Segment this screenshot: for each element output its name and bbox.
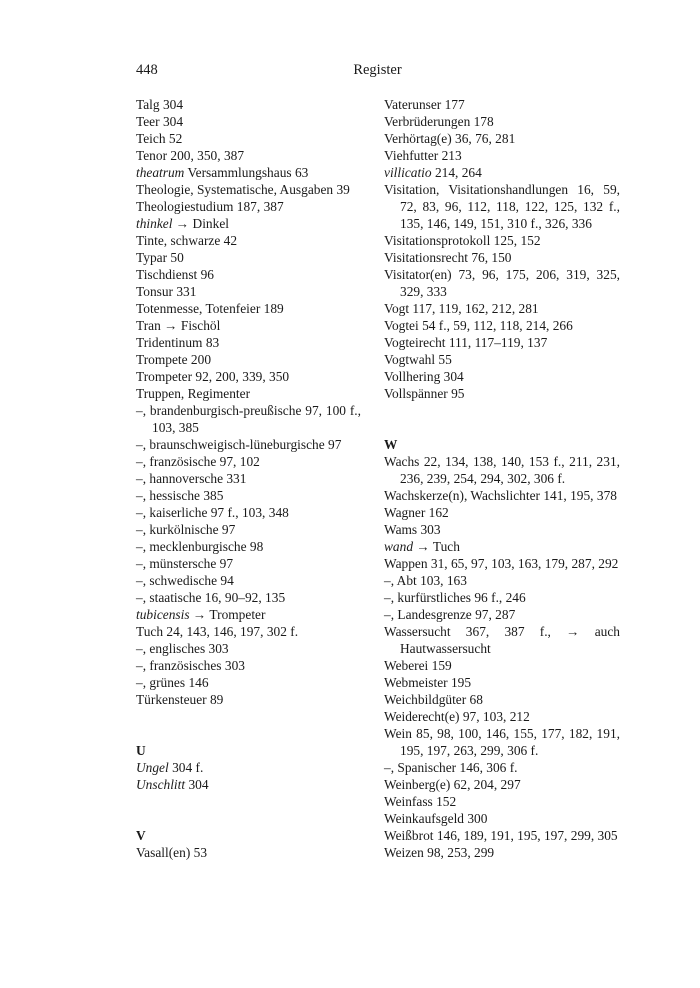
index-entry: –, französische 97, 102 bbox=[136, 454, 260, 469]
index-entry: Vollhering 304 bbox=[384, 369, 464, 384]
index-column-right bbox=[384, 96, 620, 861]
index-entry: Theologie, Systematische, Ausgaben 39 bbox=[136, 182, 350, 197]
index-term-italic: thinkel bbox=[136, 216, 173, 231]
index-entry: Tuch 24, 143, 146, 197, 302 f. bbox=[136, 624, 299, 639]
section-letter-v: V bbox=[136, 828, 146, 843]
index-entry: –, grünes 146 bbox=[136, 675, 209, 690]
index-entry: Vogteirecht 111, 117–119, 137 bbox=[384, 335, 548, 350]
index-entry: –, mecklenburgische 98 bbox=[136, 539, 264, 554]
index-entry: Truppen, Regimenter bbox=[136, 386, 251, 401]
index-entry: Weinberg(e) 62, 204, 297 bbox=[384, 777, 521, 792]
index-entry: –, kaiserliche 97 f., 103, 348 bbox=[136, 505, 289, 520]
index-entry: Teer 304 bbox=[136, 114, 184, 129]
index-entry: Tenor 200, 350, 387 bbox=[136, 148, 245, 163]
index-term-italic: tubicensis bbox=[136, 607, 190, 622]
index-entry: Wachs 22, 134, 138, 140, 153 f., 211, 231, 236, 239, 254, 294, 302, 306 f. bbox=[384, 454, 620, 486]
index-entry: Tinte, schwarze 42 bbox=[136, 233, 238, 248]
index-entry: Visitationsrecht 76, 150 bbox=[384, 250, 512, 265]
index-list-t bbox=[136, 96, 361, 708]
index-entry: Vogtwahl 55 bbox=[384, 352, 452, 367]
index-list-v-cont bbox=[384, 96, 620, 402]
index-entry: –, schwedische 94 bbox=[136, 573, 234, 588]
index-entry: Visitation, Visitationshandlungen 16, 59, 72, 83, 96, 112, 118, 122, 125, 132 f., 135, 146, 149, 151, 310 f., 326, 336 bbox=[384, 182, 620, 231]
index-entry: Tonsur 331 bbox=[136, 284, 197, 299]
index-entry: –, münstersche 97 bbox=[136, 556, 234, 571]
index-entry: tubicensis → Trompeter bbox=[136, 607, 266, 622]
index-entry: Vollspänner 95 bbox=[384, 386, 465, 401]
page-header bbox=[136, 62, 619, 80]
index-entry: Verhörtag(e) 36, 76, 281 bbox=[384, 131, 516, 146]
index-entry: –, kurkölnische 97 bbox=[136, 522, 236, 537]
index-entry: Vogt 117, 119, 162, 212, 281 bbox=[384, 301, 539, 316]
index-entry: Tischdienst 96 bbox=[136, 267, 215, 282]
index-entry: Weißbrot 146, 189, 191, 195, 197, 299, 305 bbox=[384, 828, 618, 843]
index-entry: Trompete 200 bbox=[136, 352, 212, 367]
page-number: 448 bbox=[136, 62, 158, 78]
index-entry: Wams 303 bbox=[384, 522, 441, 537]
index-entry: Theologiestudium 187, 387 bbox=[136, 199, 284, 214]
index-entry: Verbrüderungen 178 bbox=[384, 114, 494, 129]
index-entry: Unschlitt 304 bbox=[136, 777, 209, 792]
index-entry: –, Spanischer 146, 306 f. bbox=[384, 760, 518, 775]
index-entry: Teich 52 bbox=[136, 131, 183, 146]
index-entry: Visitationsprotokoll 125, 152 bbox=[384, 233, 541, 248]
index-entry: –, kurfürstliches 96 f., 246 bbox=[384, 590, 526, 605]
index-entry: –, brandenburgisch-preußische 97, 100 f., 103, 385 bbox=[136, 403, 361, 435]
index-entry: Weizen 98, 253, 299 bbox=[384, 845, 495, 860]
index-list-w bbox=[384, 453, 620, 861]
index-entry: wand → Tuch bbox=[384, 539, 460, 554]
index-entry: Weinfass 152 bbox=[384, 794, 457, 809]
index-term-italic: Unschlitt bbox=[136, 777, 186, 792]
index-entry: Weichbildgüter 68 bbox=[384, 692, 483, 707]
index-term-italic: theatrum bbox=[136, 165, 185, 180]
index-entry: Typar 50 bbox=[136, 250, 184, 265]
index-entry: Visitator(en) 73, 96, 175, 206, 319, 325, 329, 333 bbox=[384, 267, 620, 299]
index-entry: Wein 85, 98, 100, 146, 155, 177, 182, 191, 195, 197, 263, 299, 306 f. bbox=[384, 726, 620, 758]
index-entry: theatrum Versammlungshaus 63 bbox=[136, 165, 309, 180]
index-entry: Wassersucht 367, 387 f., → auch Hautwassersucht bbox=[384, 624, 620, 656]
index-entry: Tridentinum 83 bbox=[136, 335, 220, 350]
running-title: Register bbox=[353, 62, 402, 78]
index-entry: Trompeter 92, 200, 339, 350 bbox=[136, 369, 290, 384]
index-entry: Türkensteuer 89 bbox=[136, 692, 224, 707]
index-entry: Viehfutter 213 bbox=[384, 148, 462, 163]
index-entry: Vasall(en) 53 bbox=[136, 845, 208, 860]
index-entry: Wachskerze(n), Wachslichter 141, 195, 378 bbox=[384, 488, 617, 503]
index-column-left bbox=[136, 96, 361, 861]
index-entry: Weinkaufsgeld 300 bbox=[384, 811, 488, 826]
index-entry: Vaterunser 177 bbox=[384, 97, 465, 112]
index-entry: Ungel 304 f. bbox=[136, 760, 204, 775]
section-letter-w: W bbox=[384, 437, 398, 452]
index-entry: –, staatische 16, 90–92, 135 bbox=[136, 590, 286, 605]
index-entry: Totenmesse, Totenfeier 189 bbox=[136, 301, 284, 316]
index-term-italic: Ungel bbox=[136, 760, 169, 775]
index-entry: –, englisches 303 bbox=[136, 641, 229, 656]
index-entry: villicatio 214, 264 bbox=[384, 165, 482, 180]
index-term-italic: wand bbox=[384, 539, 414, 554]
index-entry: Weberei 159 bbox=[384, 658, 452, 673]
index-entry: Talg 304 bbox=[136, 97, 184, 112]
index-entry: Tran → Fischöl bbox=[136, 318, 221, 333]
index-list-v bbox=[136, 844, 361, 861]
index-entry: –, hannoversche 331 bbox=[136, 471, 247, 486]
index-entry: Weiderecht(e) 97, 103, 212 bbox=[384, 709, 530, 724]
index-entry: Vogtei 54 f., 59, 112, 118, 214, 266 bbox=[384, 318, 573, 333]
index-entry: –, braunschweigisch-lüneburgische 97 bbox=[136, 437, 342, 452]
index-entry: –, hessische 385 bbox=[136, 488, 224, 503]
index-entry: Wagner 162 bbox=[384, 505, 449, 520]
index-entry: Wappen 31, 65, 97, 103, 163, 179, 287, 292 bbox=[384, 556, 619, 571]
index-term-italic: villicatio bbox=[384, 165, 432, 180]
index-entry: thinkel → Dinkel bbox=[136, 216, 229, 231]
index-entry: –, französisches 303 bbox=[136, 658, 245, 673]
index-list-u bbox=[136, 759, 361, 793]
index-entry: –, Landesgrenze 97, 287 bbox=[384, 607, 516, 622]
section-letter-u: U bbox=[136, 743, 146, 758]
index-entry: Webmeister 195 bbox=[384, 675, 472, 690]
index-entry: –, Abt 103, 163 bbox=[384, 573, 467, 588]
